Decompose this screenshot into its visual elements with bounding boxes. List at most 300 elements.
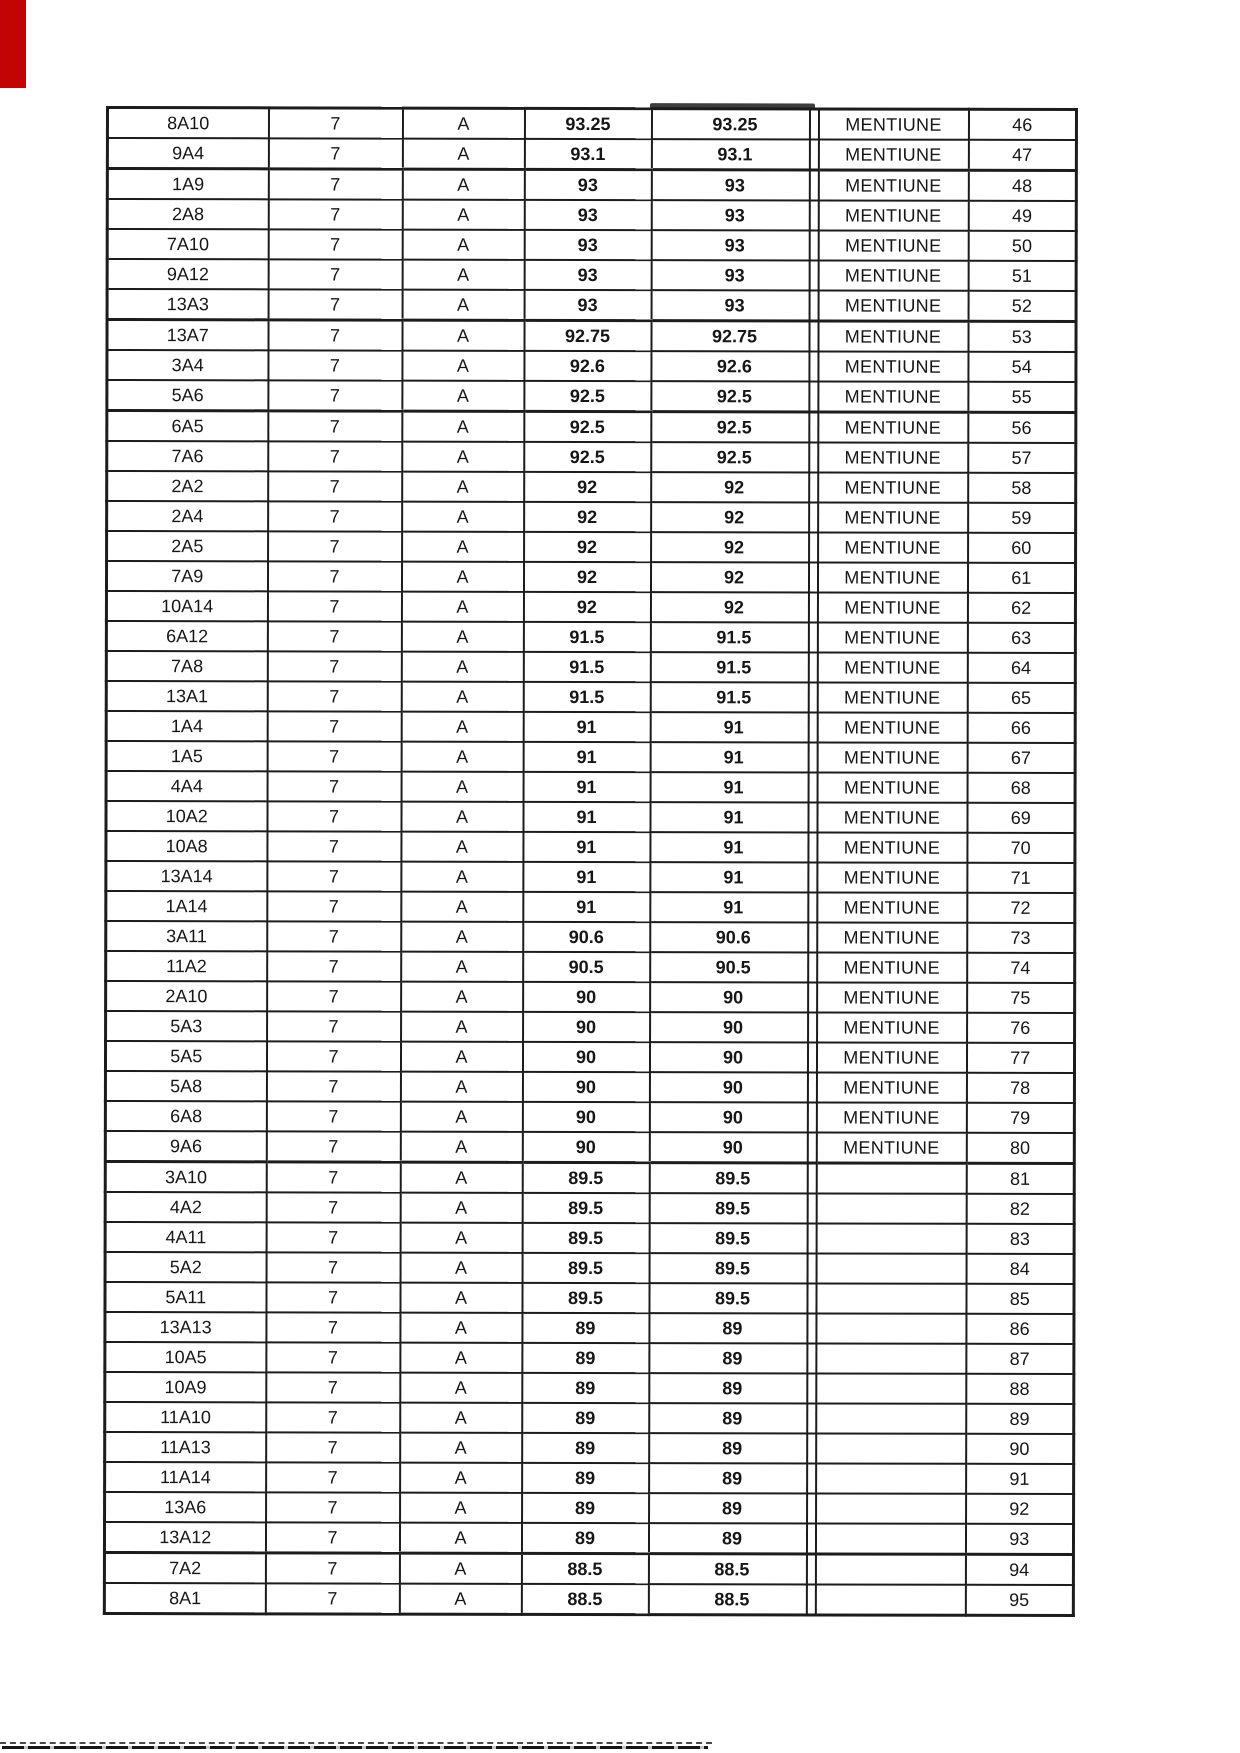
cell-grade: 7 bbox=[266, 1101, 400, 1131]
cell-score: 93 bbox=[524, 169, 651, 200]
cell-mention: MENTIUNE bbox=[818, 321, 968, 352]
cell-series: A bbox=[400, 1373, 522, 1403]
cell-rank: 66 bbox=[967, 713, 1075, 743]
cell-grade: 7 bbox=[268, 229, 402, 259]
cell-final-score: 89.5 bbox=[649, 1193, 816, 1223]
cell-series: A bbox=[400, 1283, 522, 1313]
cell-series: A bbox=[401, 742, 523, 772]
cell-rank: 86 bbox=[966, 1314, 1074, 1344]
table-row bbox=[104, 1522, 1073, 1555]
page-edge-line-upper bbox=[0, 1742, 712, 1744]
cell-candidate-code: 6A5 bbox=[107, 411, 268, 442]
cell-mention: MENTIUNE bbox=[817, 742, 967, 772]
cell-mention: MENTIUNE bbox=[817, 682, 967, 712]
cell-mention: MENTIUNE bbox=[818, 139, 968, 170]
cell-grade: 7 bbox=[266, 1312, 400, 1342]
cell-candidate-code: 4A2 bbox=[105, 1192, 266, 1222]
cell-mention: MENTIUNE bbox=[817, 772, 967, 802]
cell-score: 91 bbox=[523, 802, 650, 832]
cell-grade: 7 bbox=[267, 951, 401, 981]
table-row bbox=[106, 921, 1075, 953]
cell-grade: 7 bbox=[265, 1553, 399, 1584]
table-row bbox=[106, 711, 1075, 743]
cell-series: A bbox=[401, 832, 523, 862]
cell-final-score: 90 bbox=[649, 1042, 816, 1072]
cell-mention: MENTIUNE bbox=[816, 1102, 966, 1132]
cell-final-score: 89.5 bbox=[649, 1253, 816, 1283]
page-edge-line-lower bbox=[2, 1746, 708, 1749]
cell-rank: 46 bbox=[968, 109, 1076, 140]
cell-score: 91 bbox=[523, 742, 650, 772]
cell-mention: MENTIUNE bbox=[818, 502, 968, 532]
cell-rank: 90 bbox=[966, 1434, 1074, 1464]
table-row bbox=[107, 108, 1076, 141]
cell-series: A bbox=[401, 862, 523, 892]
cell-rank: 77 bbox=[966, 1043, 1074, 1073]
cell-mention: MENTIUNE bbox=[817, 862, 967, 892]
cell-final-score: 91 bbox=[650, 712, 817, 742]
cell-mention bbox=[816, 1283, 966, 1313]
cell-series: A bbox=[402, 230, 524, 260]
cell-mention bbox=[816, 1433, 966, 1463]
cell-series: A bbox=[400, 1042, 522, 1072]
table-row bbox=[107, 411, 1076, 444]
cell-score: 88.5 bbox=[521, 1553, 648, 1584]
cell-candidate-code: 2A10 bbox=[106, 981, 267, 1011]
cell-series: A bbox=[400, 1463, 522, 1493]
cell-mention bbox=[816, 1463, 966, 1493]
cell-final-score: 92.6 bbox=[651, 351, 818, 381]
table-row bbox=[107, 441, 1076, 473]
cell-candidate-code: 13A7 bbox=[107, 320, 268, 351]
cell-final-score: 89 bbox=[649, 1313, 816, 1343]
cell-candidate-code: 5A5 bbox=[105, 1041, 266, 1071]
cell-rank: 59 bbox=[968, 503, 1076, 533]
cell-candidate-code: 5A11 bbox=[105, 1282, 266, 1312]
cell-mention: MENTIUNE bbox=[817, 562, 967, 592]
cell-candidate-code: 1A4 bbox=[106, 711, 267, 741]
cell-mention: MENTIUNE bbox=[818, 200, 968, 230]
cell-series: A bbox=[401, 772, 523, 802]
cell-candidate-code: 2A5 bbox=[107, 531, 268, 561]
cell-series: A bbox=[399, 1584, 521, 1615]
cell-rank: 72 bbox=[967, 893, 1075, 923]
cell-score: 90 bbox=[523, 1012, 650, 1042]
cell-final-score: 92.5 bbox=[651, 412, 818, 443]
cell-rank: 70 bbox=[967, 833, 1075, 863]
cell-series: A bbox=[402, 290, 524, 321]
results-table bbox=[103, 106, 1078, 1617]
table-row bbox=[105, 1041, 1074, 1073]
cell-candidate-code: 13A14 bbox=[106, 861, 267, 891]
table-row bbox=[106, 651, 1075, 683]
cell-grade: 7 bbox=[268, 411, 402, 442]
cell-score: 89 bbox=[521, 1523, 648, 1554]
cell-mention: MENTIUNE bbox=[817, 652, 967, 682]
cell-grade: 7 bbox=[268, 320, 402, 351]
cell-candidate-code: 7A2 bbox=[104, 1553, 265, 1584]
cell-candidate-code: 8A1 bbox=[104, 1583, 265, 1614]
cell-grade: 7 bbox=[267, 861, 401, 891]
cell-candidate-code: 5A2 bbox=[105, 1252, 266, 1282]
cell-grade: 7 bbox=[268, 471, 402, 501]
cell-score: 91 bbox=[523, 772, 650, 802]
cell-grade: 7 bbox=[268, 289, 402, 320]
cell-final-score: 88.5 bbox=[648, 1584, 815, 1615]
cell-final-score: 91 bbox=[650, 862, 817, 892]
table-row bbox=[105, 1402, 1074, 1434]
cell-final-score: 93.1 bbox=[651, 139, 818, 170]
cell-candidate-code: 7A6 bbox=[107, 441, 268, 471]
cell-grade: 7 bbox=[266, 1192, 400, 1222]
cell-final-score: 92 bbox=[650, 592, 817, 622]
cell-score: 90.6 bbox=[523, 922, 650, 952]
cell-score: 92 bbox=[524, 472, 651, 502]
cell-score: 92 bbox=[523, 562, 650, 592]
cell-final-score: 90 bbox=[650, 982, 817, 1012]
cell-rank: 95 bbox=[965, 1585, 1073, 1616]
cell-score: 90 bbox=[522, 1102, 649, 1132]
cell-rank: 63 bbox=[967, 623, 1075, 653]
cell-grade: 7 bbox=[266, 1041, 400, 1071]
cell-final-score: 89 bbox=[649, 1463, 816, 1493]
cell-series: A bbox=[400, 1403, 522, 1433]
cell-grade: 7 bbox=[266, 1131, 400, 1162]
cell-score: 89.5 bbox=[522, 1253, 649, 1283]
cell-final-score: 93.25 bbox=[651, 109, 818, 140]
table-row bbox=[106, 681, 1075, 713]
cell-grade: 7 bbox=[267, 741, 401, 771]
cell-series: A bbox=[400, 1343, 522, 1373]
cell-grade: 7 bbox=[268, 199, 402, 229]
table-row bbox=[105, 1342, 1074, 1374]
cell-rank: 60 bbox=[968, 533, 1076, 563]
cell-series: A bbox=[402, 169, 524, 200]
cell-series: A bbox=[402, 411, 524, 442]
cell-score: 92.5 bbox=[524, 442, 651, 472]
cell-final-score: 90 bbox=[649, 1102, 816, 1132]
cell-candidate-code: 5A3 bbox=[106, 1011, 267, 1041]
cell-rank: 61 bbox=[967, 563, 1075, 593]
cell-score: 91.5 bbox=[523, 652, 650, 682]
cell-grade: 7 bbox=[266, 1252, 400, 1282]
cell-mention: MENTIUNE bbox=[818, 412, 968, 443]
cell-final-score: 91.5 bbox=[650, 652, 817, 682]
cell-final-score: 89.5 bbox=[649, 1223, 816, 1253]
cell-candidate-code: 3A4 bbox=[107, 350, 268, 380]
cell-candidate-code: 2A2 bbox=[107, 471, 268, 501]
cell-series: A bbox=[401, 1012, 523, 1042]
cell-grade: 7 bbox=[267, 771, 401, 801]
cell-candidate-code: 2A8 bbox=[107, 199, 268, 229]
cell-score: 90 bbox=[522, 1072, 649, 1102]
red-margin-stripe bbox=[0, 0, 26, 88]
cell-rank: 50 bbox=[968, 231, 1076, 261]
cell-grade: 7 bbox=[267, 711, 401, 741]
cell-rank: 93 bbox=[965, 1524, 1073, 1555]
cell-grade: 7 bbox=[267, 561, 401, 591]
cell-grade: 7 bbox=[268, 531, 402, 561]
table-row bbox=[106, 951, 1075, 983]
table-row bbox=[105, 1131, 1074, 1164]
cell-rank: 54 bbox=[968, 352, 1076, 382]
cell-candidate-code: 4A4 bbox=[106, 771, 267, 801]
table-row bbox=[105, 1462, 1074, 1494]
cell-series: A bbox=[401, 712, 523, 742]
cell-final-score: 93 bbox=[651, 230, 818, 260]
cell-rank: 58 bbox=[968, 473, 1076, 503]
cell-score: 93 bbox=[524, 290, 651, 321]
cell-rank: 48 bbox=[968, 170, 1076, 201]
cell-final-score: 90.5 bbox=[650, 952, 817, 982]
cell-candidate-code: 13A1 bbox=[106, 681, 267, 711]
cell-score: 88.5 bbox=[521, 1584, 648, 1615]
cell-final-score: 91 bbox=[650, 772, 817, 802]
cell-rank: 64 bbox=[967, 653, 1075, 683]
cell-series: A bbox=[402, 532, 524, 562]
cell-score: 92 bbox=[524, 502, 651, 532]
cell-rank: 94 bbox=[965, 1554, 1073, 1585]
cell-candidate-code: 10A9 bbox=[105, 1372, 266, 1402]
cell-score: 91 bbox=[523, 832, 650, 862]
cell-series: A bbox=[402, 200, 524, 230]
cell-grade: 7 bbox=[266, 1342, 400, 1372]
cell-series: A bbox=[400, 1193, 522, 1223]
cell-grade: 7 bbox=[267, 891, 401, 921]
cell-score: 92.75 bbox=[524, 320, 651, 351]
cell-mention: MENTIUNE bbox=[817, 802, 967, 832]
cell-final-score: 93 bbox=[651, 170, 818, 201]
cell-series: A bbox=[401, 622, 523, 652]
cell-rank: 74 bbox=[967, 953, 1075, 983]
cell-grade: 7 bbox=[267, 981, 401, 1011]
cell-candidate-code: 7A9 bbox=[106, 561, 267, 591]
cell-score: 92.5 bbox=[524, 381, 651, 412]
cell-candidate-code: 3A11 bbox=[106, 921, 267, 951]
table-row bbox=[105, 1252, 1074, 1284]
cell-grade: 7 bbox=[267, 591, 401, 621]
cell-candidate-code: 1A14 bbox=[106, 891, 267, 921]
table-row bbox=[105, 1162, 1074, 1195]
table-row bbox=[107, 169, 1076, 202]
cell-mention: MENTIUNE bbox=[816, 1072, 966, 1102]
cell-rank: 85 bbox=[966, 1284, 1074, 1314]
scan-smudge bbox=[650, 103, 815, 109]
cell-rank: 83 bbox=[966, 1224, 1074, 1254]
table-row bbox=[107, 320, 1076, 353]
cell-final-score: 93 bbox=[651, 200, 818, 230]
cell-series: A bbox=[402, 442, 524, 472]
cell-final-score: 90 bbox=[649, 1072, 816, 1102]
cell-score: 89 bbox=[522, 1343, 649, 1373]
cell-rank: 62 bbox=[967, 593, 1075, 623]
cell-final-score: 91 bbox=[650, 802, 817, 832]
cell-candidate-code: 1A5 bbox=[106, 741, 267, 771]
cell-rank: 75 bbox=[967, 983, 1075, 1013]
cell-candidate-code: 11A10 bbox=[105, 1402, 266, 1432]
cell-score: 92 bbox=[524, 532, 651, 562]
cell-final-score: 89 bbox=[649, 1373, 816, 1403]
table-row bbox=[104, 1583, 1073, 1616]
cell-score: 92 bbox=[523, 592, 650, 622]
cell-final-score: 89 bbox=[649, 1403, 816, 1433]
cell-mention bbox=[816, 1193, 966, 1223]
cell-series: A bbox=[401, 802, 523, 832]
cell-final-score: 91.5 bbox=[650, 682, 817, 712]
cell-rank: 87 bbox=[966, 1344, 1074, 1374]
cell-grade: 7 bbox=[265, 1583, 399, 1614]
cell-score: 91 bbox=[523, 712, 650, 742]
cell-mention bbox=[816, 1493, 966, 1523]
table-row bbox=[105, 1101, 1074, 1133]
table-row bbox=[106, 561, 1075, 593]
cell-rank: 56 bbox=[968, 412, 1076, 443]
cell-score: 91.5 bbox=[523, 622, 650, 652]
cell-mention bbox=[816, 1313, 966, 1343]
cell-mention: MENTIUNE bbox=[816, 1042, 966, 1072]
cell-candidate-code: 13A13 bbox=[105, 1312, 266, 1342]
cell-series: A bbox=[399, 1553, 521, 1584]
cell-grade: 7 bbox=[266, 1432, 400, 1462]
cell-grade: 7 bbox=[266, 1162, 400, 1193]
table-row bbox=[105, 1222, 1074, 1254]
cell-mention: MENTIUNE bbox=[817, 952, 967, 982]
table-row bbox=[105, 1312, 1074, 1344]
cell-score: 90 bbox=[523, 982, 650, 1012]
cell-grade: 7 bbox=[267, 1011, 401, 1041]
cell-mention: MENTIUNE bbox=[818, 351, 968, 381]
cell-mention: MENTIUNE bbox=[817, 1012, 967, 1042]
cell-mention bbox=[816, 1343, 966, 1373]
cell-candidate-code: 9A6 bbox=[105, 1131, 266, 1162]
table-row bbox=[106, 591, 1075, 623]
cell-final-score: 89 bbox=[649, 1493, 816, 1523]
table-sheet bbox=[103, 106, 1078, 1617]
cell-score: 90 bbox=[522, 1132, 649, 1163]
cell-score: 93 bbox=[524, 230, 651, 260]
cell-score: 89 bbox=[522, 1463, 649, 1493]
cell-candidate-code: 3A10 bbox=[105, 1162, 266, 1193]
cell-final-score: 89.5 bbox=[649, 1283, 816, 1313]
table-row bbox=[105, 1282, 1074, 1314]
cell-final-score: 89.5 bbox=[649, 1163, 816, 1194]
cell-series: A bbox=[402, 502, 524, 532]
table-row bbox=[107, 289, 1076, 322]
cell-series: A bbox=[400, 1313, 522, 1343]
cell-rank: 76 bbox=[967, 1013, 1075, 1043]
cell-mention: MENTIUNE bbox=[817, 892, 967, 922]
cell-mention: MENTIUNE bbox=[818, 532, 968, 562]
results-table-body bbox=[104, 108, 1076, 1616]
cell-score: 93.1 bbox=[524, 139, 651, 170]
cell-score: 92.6 bbox=[524, 351, 651, 381]
cell-rank: 79 bbox=[966, 1103, 1074, 1133]
cell-series: A bbox=[401, 592, 523, 622]
cell-mention: MENTIUNE bbox=[817, 592, 967, 622]
cell-candidate-code: 6A8 bbox=[105, 1101, 266, 1131]
table-row bbox=[106, 1011, 1075, 1043]
cell-grade: 7 bbox=[266, 1372, 400, 1402]
cell-mention: MENTIUNE bbox=[818, 230, 968, 260]
cell-rank: 68 bbox=[967, 773, 1075, 803]
cell-score: 89 bbox=[522, 1373, 649, 1403]
cell-score: 92.5 bbox=[524, 411, 651, 442]
cell-series: A bbox=[401, 562, 523, 592]
cell-mention bbox=[816, 1163, 966, 1194]
cell-candidate-code: 4A11 bbox=[105, 1222, 266, 1252]
cell-score: 93.25 bbox=[524, 108, 651, 139]
cell-series: A bbox=[401, 952, 523, 982]
cell-mention bbox=[816, 1373, 966, 1403]
cell-score: 90.5 bbox=[523, 952, 650, 982]
cell-mention bbox=[815, 1584, 965, 1615]
cell-rank: 71 bbox=[967, 863, 1075, 893]
table-row bbox=[107, 531, 1076, 563]
cell-score: 93 bbox=[524, 200, 651, 230]
cell-rank: 80 bbox=[966, 1133, 1074, 1164]
cell-candidate-code: 7A8 bbox=[106, 651, 267, 681]
cell-candidate-code: 10A14 bbox=[106, 591, 267, 621]
cell-candidate-code: 7A10 bbox=[107, 229, 268, 259]
table-row bbox=[105, 1492, 1074, 1524]
table-row bbox=[107, 199, 1076, 231]
cell-score: 89.5 bbox=[522, 1193, 649, 1223]
cell-candidate-code: 9A4 bbox=[107, 138, 268, 169]
table-row bbox=[106, 831, 1075, 863]
cell-rank: 82 bbox=[966, 1194, 1074, 1224]
table-row bbox=[106, 891, 1075, 923]
cell-final-score: 92 bbox=[651, 472, 818, 502]
cell-candidate-code: 11A2 bbox=[106, 951, 267, 981]
cell-series: A bbox=[402, 351, 524, 381]
cell-series: A bbox=[402, 320, 524, 351]
cell-rank: 55 bbox=[968, 382, 1076, 413]
cell-candidate-code: 8A10 bbox=[107, 108, 268, 139]
cell-grade: 7 bbox=[268, 169, 402, 200]
cell-grade: 7 bbox=[267, 801, 401, 831]
cell-grade: 7 bbox=[266, 1402, 400, 1432]
cell-grade: 7 bbox=[266, 1222, 400, 1252]
cell-final-score: 90 bbox=[650, 1012, 817, 1042]
cell-mention: MENTIUNE bbox=[818, 109, 968, 140]
cell-grade: 7 bbox=[268, 259, 402, 289]
cell-rank: 73 bbox=[967, 923, 1075, 953]
cell-final-score: 93 bbox=[651, 260, 818, 290]
cell-series: A bbox=[399, 1523, 521, 1554]
cell-rank: 47 bbox=[968, 140, 1076, 171]
cell-mention: MENTIUNE bbox=[817, 982, 967, 1012]
cell-final-score: 88.5 bbox=[648, 1554, 815, 1585]
cell-candidate-code: 1A9 bbox=[107, 169, 268, 200]
cell-series: A bbox=[401, 682, 523, 712]
cell-grade: 7 bbox=[268, 108, 402, 139]
cell-final-score: 92.5 bbox=[651, 381, 818, 412]
table-row bbox=[104, 1553, 1073, 1586]
cell-grade: 7 bbox=[268, 441, 402, 471]
cell-grade: 7 bbox=[265, 1522, 399, 1553]
cell-final-score: 91 bbox=[650, 892, 817, 922]
cell-series: A bbox=[401, 982, 523, 1012]
cell-mention: MENTIUNE bbox=[817, 922, 967, 952]
cell-grade: 7 bbox=[267, 831, 401, 861]
table-row bbox=[107, 471, 1076, 503]
cell-candidate-code: 9A12 bbox=[107, 259, 268, 289]
cell-grade: 7 bbox=[267, 681, 401, 711]
cell-mention bbox=[816, 1223, 966, 1253]
cell-series: A bbox=[402, 472, 524, 502]
cell-rank: 91 bbox=[966, 1464, 1074, 1494]
cell-rank: 78 bbox=[966, 1073, 1074, 1103]
